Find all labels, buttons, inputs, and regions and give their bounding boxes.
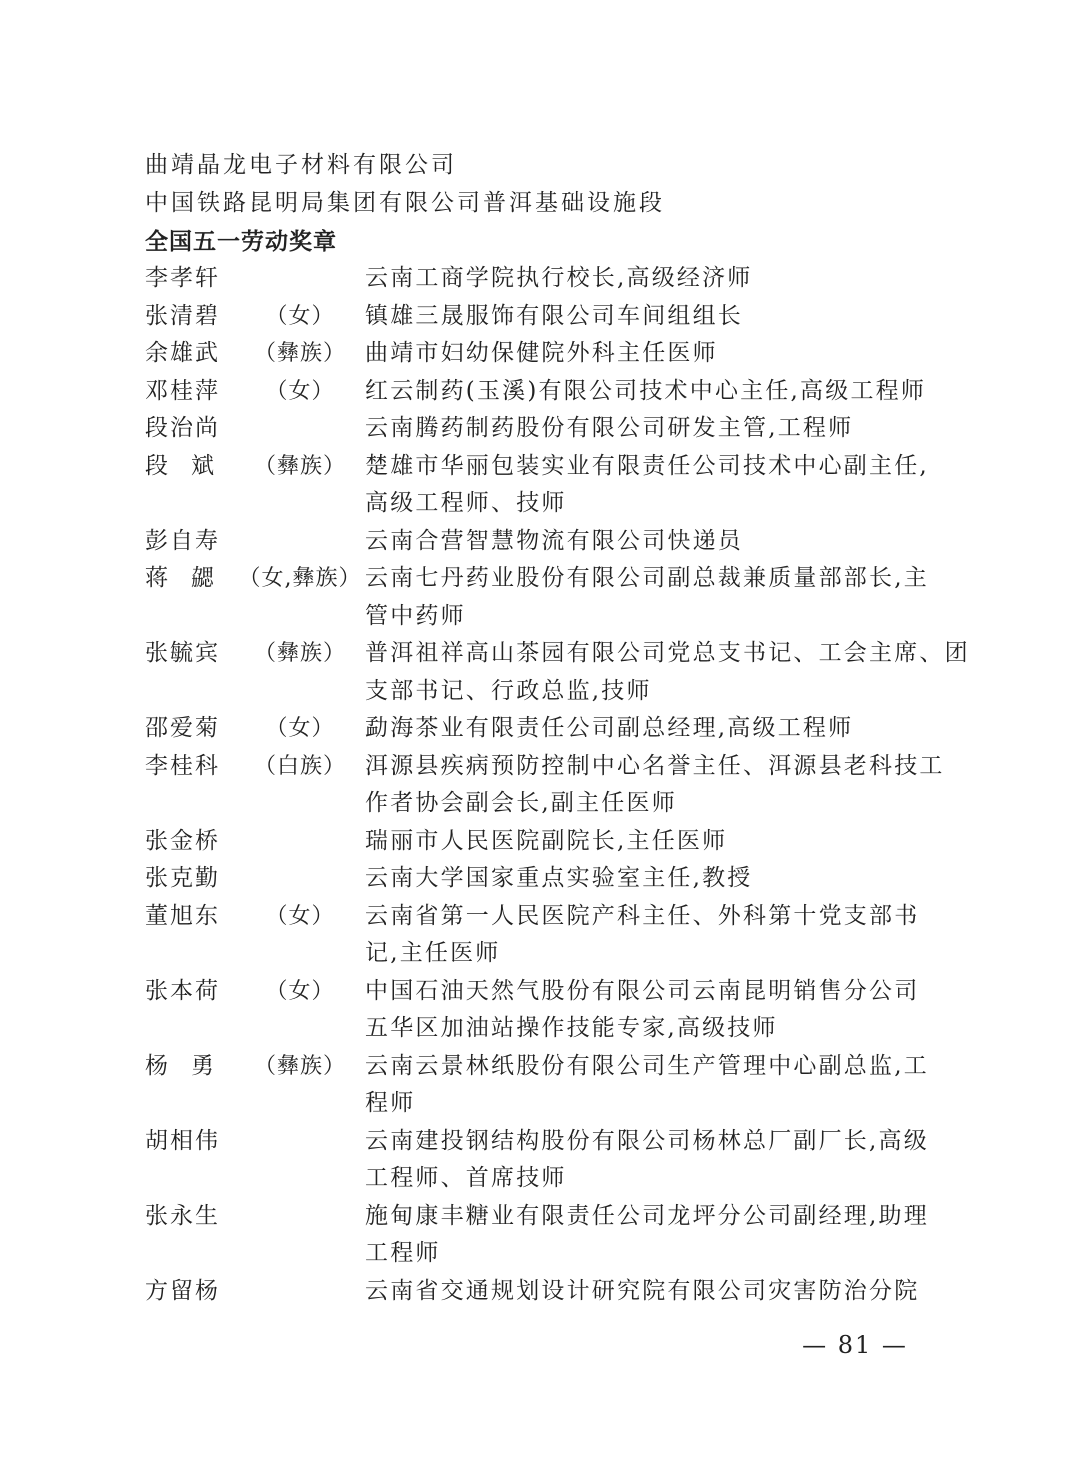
description-line: 楚雄市华丽包装实业有限责任公司技术中心副主任, [365, 452, 929, 479]
person-note: （彝族） [253, 1053, 346, 1079]
description-line: 勐海茶业有限责任公司副总经理,高级工程师 [365, 715, 854, 741]
person-description [365, 710, 935, 748]
person-name: 李桂科 [145, 752, 220, 779]
person-description [365, 1273, 935, 1311]
person-note: （女,彝族） [238, 566, 362, 591]
person-description [365, 748, 945, 823]
person-name: 董旭东 [145, 902, 220, 929]
person-note: （女） [265, 716, 335, 741]
person-name: 余雄武 [145, 340, 220, 366]
person-description [365, 260, 935, 298]
person-name: 彭自寿 [145, 527, 220, 554]
description-line: 洱源县疾病预防控制中心名誉主任、洱源县老科技工 [365, 752, 945, 779]
description-line: 镇雄三晟服饰有限公司车间组组长 [365, 302, 743, 329]
award-list [145, 260, 970, 1310]
list-item [145, 523, 945, 561]
person-note: （白族） [253, 753, 346, 779]
person-name: 杨 勇 [145, 1052, 214, 1079]
organization-line: 中国铁路昆明局集团有限公司普洱基础设施段 [145, 190, 665, 216]
description-line: 高级工程师、技师 [365, 490, 567, 516]
description-line: 工程师 [365, 1240, 441, 1266]
list-item [145, 635, 970, 710]
description-line: 云南工商学院执行校长,高级经济师 [365, 265, 753, 291]
person-name: 张克勤 [145, 865, 220, 891]
person-description [365, 523, 935, 561]
person-description [365, 973, 935, 1048]
description-line: 施甸康丰糖业有限责任公司龙坪分公司副经理,助理 [365, 1202, 929, 1229]
person-description [365, 898, 935, 973]
person-name: 方留杨 [145, 1277, 220, 1304]
person-note: （女） [265, 978, 335, 1004]
description-line: 云南七丹药业股份有限公司副总裁兼质量部部长,主 [365, 565, 929, 591]
person-description [365, 860, 935, 898]
person-note: （彝族） [253, 341, 346, 366]
person-description [365, 560, 935, 635]
description-line: 普洱祖祥高山茶园有限公司党总支书记、工会主席、团 [365, 640, 970, 666]
person-description [365, 635, 970, 710]
list-item [145, 298, 945, 336]
person-name: 邓桂萍 [145, 377, 220, 404]
person-name: 蒋 勰 [145, 565, 214, 591]
person-name: 张永生 [145, 1202, 220, 1229]
list-item [145, 898, 945, 973]
list-item [145, 410, 945, 448]
person-name: 胡相伟 [145, 1127, 220, 1154]
list-item [145, 973, 945, 1048]
list-item [145, 373, 945, 411]
description-line: 管中药师 [365, 602, 466, 629]
list-item [145, 860, 945, 898]
person-description [365, 1123, 935, 1198]
list-item [145, 1273, 945, 1311]
person-name: 张清碧 [145, 302, 220, 329]
description-line: 云南建投钢结构股份有限公司杨林总厂副厂长,高级 [365, 1127, 929, 1154]
person-note: （女） [265, 378, 335, 404]
person-description [365, 373, 935, 411]
person-name: 张本荷 [145, 977, 220, 1004]
list-item [145, 1123, 945, 1198]
person-note: （彝族） [253, 641, 346, 666]
person-description [365, 448, 935, 523]
description-line: 云南合营智慧物流有限公司快递员 [365, 527, 743, 554]
organization-line: 曲靖晶龙电子材料有限公司 [145, 152, 457, 178]
description-line: 记,主任医师 [365, 940, 501, 966]
list-item [145, 448, 945, 523]
person-note: （彝族） [253, 453, 346, 479]
list-item [145, 748, 945, 823]
person-note: （女） [265, 903, 335, 929]
description-line: 程师 [365, 1090, 416, 1116]
person-note: （女） [265, 303, 335, 329]
description-line: 中国石油天然气股份有限公司云南昆明销售分公司 [365, 977, 920, 1004]
description-line: 工程师、首席技师 [365, 1165, 567, 1191]
person-name: 张金桥 [145, 827, 220, 854]
person-name: 段治尚 [145, 415, 220, 441]
person-description [365, 335, 935, 373]
description-line: 云南腾药制药股份有限公司研发主管,工程师 [365, 415, 854, 441]
description-line: 云南省第一人民医院产科主任、外科第十党支部书 [365, 902, 920, 929]
description-line: 云南省交通规划设计研究院有限公司灾害防治分院 [365, 1277, 920, 1304]
section-heading: 全国五一劳动奖章 [145, 229, 337, 255]
description-line: 五华区加油站操作技能专家,高级技师 [365, 1015, 778, 1041]
person-description [365, 298, 935, 336]
person-description [365, 1048, 935, 1123]
list-item [145, 823, 945, 861]
description-line: 瑞丽市人民医院副院长,主任医师 [365, 827, 728, 854]
person-name: 邵爱菊 [145, 715, 220, 741]
list-item [145, 1048, 945, 1123]
person-name: 段 斌 [145, 452, 214, 479]
list-item [145, 260, 945, 298]
description-line: 支部书记、行政总监,技师 [365, 677, 652, 704]
list-item [145, 560, 945, 635]
description-line: 云南云景林纸股份有限公司生产管理中心副总监,工 [365, 1052, 929, 1079]
list-item [145, 1198, 945, 1273]
page-number: — 81 — [802, 1331, 908, 1359]
person-name: 李孝轩 [145, 265, 220, 291]
list-item [145, 710, 945, 748]
person-description [365, 1198, 935, 1273]
person-description [365, 410, 935, 448]
list-item [145, 335, 945, 373]
description-line: 云南大学国家重点实验室主任,教授 [365, 865, 753, 891]
description-line: 红云制药(玉溪)有限公司技术中心主任,高级工程师 [365, 377, 927, 404]
description-line: 曲靖市妇幼保健院外科主任医师 [365, 340, 718, 366]
person-description [365, 823, 935, 861]
description-line: 作者协会副会长,副主任医师 [365, 790, 677, 816]
person-name: 张毓宾 [145, 640, 220, 666]
